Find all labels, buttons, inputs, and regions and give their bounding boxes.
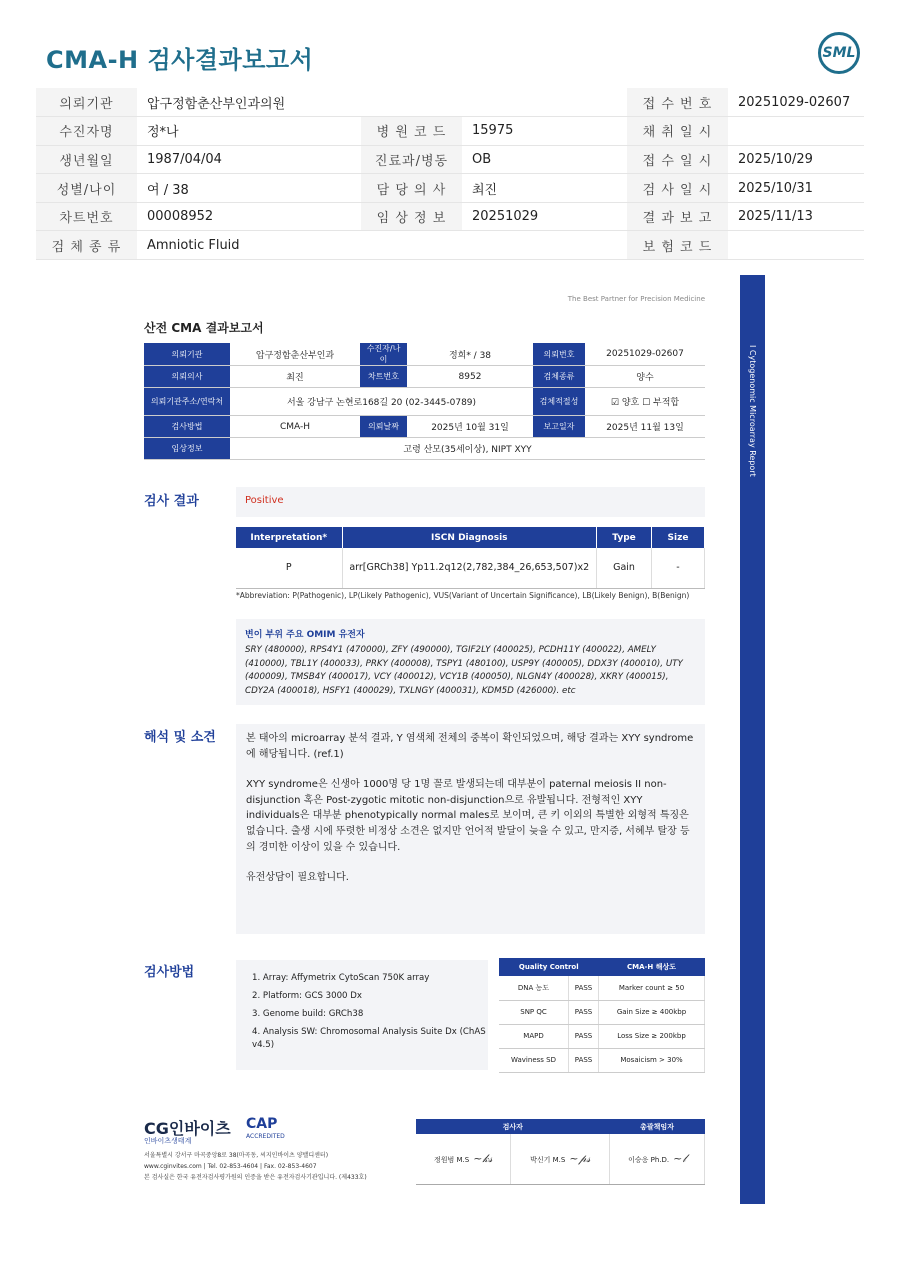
result-panel bbox=[236, 487, 705, 517]
info-value: 15975 bbox=[462, 117, 627, 146]
info-label: 접 수 번 호 bbox=[627, 88, 728, 117]
info-value: OB bbox=[462, 145, 627, 174]
qc-row bbox=[499, 1000, 705, 1024]
signature-mark: ~𝓁 bbox=[673, 1151, 686, 1165]
interpretation-cell: P bbox=[236, 548, 342, 588]
meta-value: 2025년 10월 31일 bbox=[407, 416, 533, 438]
meta-label: 의뢰기관주소/연락처 bbox=[144, 388, 230, 416]
sml-logo: SML bbox=[818, 32, 860, 74]
meta-value: 2025년 11월 13일 bbox=[585, 416, 705, 438]
cg-invites-sub: 인바이츠생태계 bbox=[144, 1137, 192, 1145]
contact-line: www.cginvites.com | Tel. 02-853-4604 | Fax. 02-853-4607 bbox=[144, 1163, 317, 1170]
meta-label: 의뢰기관 bbox=[144, 343, 230, 366]
signature-table bbox=[416, 1119, 705, 1185]
info-row bbox=[36, 174, 864, 203]
interpretation-paragraph: 유전상담이 필요합니다. bbox=[246, 872, 349, 884]
qc-cell: Mosaicism > 30% bbox=[599, 1048, 705, 1072]
method-heading: 검사방법 bbox=[144, 965, 195, 980]
interpretation-paragraph: 본 태아의 microarray 분석 결과, Y 염색체 전체의 중복이 확인되었으며, 해당 결과는 XYY syndrome에 해당됩니다. (ref.1) bbox=[246, 733, 694, 760]
signer-cell bbox=[610, 1134, 705, 1184]
info-label bbox=[361, 88, 462, 117]
qc-cell: PASS bbox=[569, 1000, 599, 1024]
qc-row bbox=[499, 976, 705, 1000]
qc-cell: SNP QC bbox=[499, 1000, 569, 1024]
footer-address bbox=[144, 1150, 414, 1183]
iscn-cell: arr[GRCh38] Yp11.2q12(2,782,384_26,653,507)x2 bbox=[342, 548, 597, 588]
qc-cell: PASS bbox=[569, 976, 599, 1000]
info-value bbox=[728, 231, 864, 260]
result-value: Positive bbox=[245, 495, 284, 506]
info-label: 결 과 보 고 bbox=[627, 202, 728, 231]
meta-label: 검체종류 bbox=[533, 366, 585, 388]
meta-label: 차트번호 bbox=[360, 366, 407, 388]
sig-header: 검사자 bbox=[416, 1119, 610, 1134]
info-label: 성별/나이 bbox=[36, 174, 137, 203]
meta-label: 보고일자 bbox=[533, 416, 585, 438]
interpretation-paragraph: XYY syndrome은 신생아 1000명 당 1명 꼴로 발생되는데 대부분이 paternal meiosis II non-disjunction 혹은 Post-zygotic mitotic non-disjunction으로 유발됩니다. 전형적인 XYY individuals은 대부분 phenotypically normal males로 보이며, 큰 키 이외의 특별한 외형적 특징은 없습니다. 출생 시에 뚜렷한 비정상 소견은 없지만 언어적 발달이 늦을 수 있고, 만지증, 서혜부 탈장 등의 경미한 이상이 있을 수 있습니다. bbox=[246, 779, 690, 853]
info-label bbox=[361, 231, 462, 260]
info-value: 압구정함춘산부인과의원 bbox=[137, 88, 361, 117]
info-row bbox=[36, 202, 864, 231]
info-row bbox=[36, 88, 864, 117]
sidebar-label: I Cytogenomic Microarray Report bbox=[748, 345, 757, 477]
meta-value: 압구정함춘산부인과 bbox=[230, 343, 360, 366]
info-value: 1987/04/04 bbox=[137, 145, 361, 174]
info-label: 담 당 의 사 bbox=[361, 174, 462, 203]
col-header: ISCN Diagnosis bbox=[342, 527, 597, 548]
meta-value: 고령 산모(35세이상), NIPT XYY bbox=[230, 438, 705, 460]
cap-accredited: ACCREDITED bbox=[246, 1133, 285, 1140]
signer-name: 정원범 M.S bbox=[434, 1155, 470, 1164]
size-cell: - bbox=[652, 548, 705, 588]
info-value: 20251029-02607 bbox=[728, 88, 864, 117]
info-value: 최진 bbox=[462, 174, 627, 203]
info-label: 검 사 일 시 bbox=[627, 174, 728, 203]
signature-mark: ~𝓀𝓈 bbox=[473, 1151, 493, 1165]
omim-genes: SRY (480000), RPS4Y1 (470000), ZFY (490000), TGIF2LY (400025), PCDH11Y (400022), AMELY (410000), TBL1Y (400033), PRKY (400008), TSPY1 (480100), USP9Y (400005), DDX3Y (400010), UTY (400009), TMSB4Y (400017), VCY (400012), VCY1B (400050), NLGN4Y (400028), XKRY (400015), CDY2A (400018), HSFY1 (400029), TXLNGY (400031), KDM5D (426000). etc bbox=[245, 645, 683, 696]
meta-value: CMA-H bbox=[230, 416, 360, 438]
info-label: 차트번호 bbox=[36, 202, 137, 231]
info-label: 검 체 종 류 bbox=[36, 231, 137, 260]
meta-value: 20251029-02607 bbox=[585, 343, 705, 366]
meta-label: 의뢰날짜 bbox=[360, 416, 407, 438]
info-value bbox=[728, 117, 864, 146]
signer-cell bbox=[511, 1134, 610, 1184]
report-meta-table bbox=[144, 343, 705, 460]
cap-logo: CAP bbox=[246, 1116, 278, 1132]
meta-label: 의뢰번호 bbox=[533, 343, 585, 366]
info-label: 보 험 코 드 bbox=[627, 231, 728, 260]
signer-cell bbox=[416, 1134, 511, 1184]
report-title: 산전 CMA 결과보고서 bbox=[144, 321, 264, 335]
qc-cell: Marker count ≥ 50 bbox=[599, 976, 705, 1000]
col-header: Size bbox=[652, 527, 705, 548]
info-label: 채 취 일 시 bbox=[627, 117, 728, 146]
meta-label: 임상정보 bbox=[144, 438, 230, 460]
info-value bbox=[462, 88, 627, 117]
signer-name: 박신기 M.S bbox=[530, 1155, 566, 1164]
meta-value: 최진 bbox=[230, 366, 360, 388]
patient-info-table bbox=[36, 88, 864, 260]
meta-label: 의뢰의사 bbox=[144, 366, 230, 388]
method-list bbox=[252, 972, 487, 1057]
meta-label: 검사방법 bbox=[144, 416, 230, 438]
info-label: 병 원 코 드 bbox=[361, 117, 462, 146]
info-value: Amniotic Fluid bbox=[137, 231, 361, 260]
method-item: 1. Array: Affymetrix CytoScan 750K array bbox=[252, 973, 430, 983]
method-item: 2. Platform: GCS 3000 Dx bbox=[252, 991, 362, 1001]
qc-cell: Gain Size ≥ 400kbp bbox=[599, 1000, 705, 1024]
interpretation-text bbox=[246, 731, 694, 901]
info-value: 2025/11/13 bbox=[728, 202, 864, 231]
qc-cell: DNA 농도 bbox=[499, 976, 569, 1000]
info-value: 00008952 bbox=[137, 202, 361, 231]
qc-table bbox=[499, 958, 705, 1073]
meta-label: 검체적절성 bbox=[533, 388, 585, 416]
meta-label: 수진자/나이 bbox=[360, 343, 407, 366]
info-value: 여 / 38 bbox=[137, 174, 361, 203]
certification-line: 본 검사실은 한국 유전자검사평가원의 인증을 받은 유전자검사기관입니다. (제433호) bbox=[144, 1174, 367, 1181]
meta-value: 8952 bbox=[407, 366, 533, 388]
qc-header: Quality Control bbox=[499, 958, 599, 976]
qc-cell: Waviness SD bbox=[499, 1048, 569, 1072]
method-item: 4. Analysis SW: Chromosomal Analysis Suite Dx (ChAS v4.5) bbox=[252, 1027, 486, 1050]
iscn-table bbox=[236, 527, 705, 589]
address-line: 서울특별시 강서구 마곡중앙8로 38(마곡동, 씨지인바이츠 양밸디센터) bbox=[144, 1152, 329, 1159]
tagline: The Best Partner for Precision Medicine bbox=[567, 295, 705, 303]
info-row bbox=[36, 117, 864, 146]
meta-value: 양수 bbox=[585, 366, 705, 388]
info-value: 20251029 bbox=[462, 202, 627, 231]
info-label: 진료과/병동 bbox=[361, 145, 462, 174]
info-row bbox=[36, 145, 864, 174]
qc-row bbox=[499, 1048, 705, 1072]
result-heading: 검사 결과 bbox=[144, 494, 199, 509]
method-item: 3. Genome build: GRCh38 bbox=[252, 1009, 364, 1019]
info-label: 접 수 일 시 bbox=[627, 145, 728, 174]
info-value: 2025/10/29 bbox=[728, 145, 864, 174]
type-cell: Gain bbox=[597, 548, 652, 588]
meta-value: 서울 강남구 논현로168길 20 (02-3445-0789) bbox=[230, 388, 533, 416]
info-label: 생년월일 bbox=[36, 145, 137, 174]
abbreviation-note: *Abbreviation: P(Pathogenic), LP(Likely Pathogenic), VUS(Variant of Uncertain Significance), LB(Likely Benign), B(Benign) bbox=[236, 591, 690, 600]
signer-name: 이승응 Ph.D. bbox=[628, 1155, 670, 1164]
qc-cell: PASS bbox=[569, 1024, 599, 1048]
meta-value: 정희* / 38 bbox=[407, 343, 533, 366]
meta-value: ☑ 양호 ☐ 부적합 bbox=[585, 388, 705, 416]
col-header: Type bbox=[597, 527, 652, 548]
sig-header: 총괄책임자 bbox=[610, 1119, 705, 1134]
info-value: 정*나 bbox=[137, 117, 361, 146]
info-value: 2025/10/31 bbox=[728, 174, 864, 203]
info-value bbox=[462, 231, 627, 260]
cg-invites-logo: CG인바이츠 bbox=[144, 1119, 231, 1138]
qc-cell: Loss Size ≥ 200kbp bbox=[599, 1024, 705, 1048]
info-row bbox=[36, 231, 864, 260]
qc-cell: MAPD bbox=[499, 1024, 569, 1048]
interpretation-heading: 해석 및 소견 bbox=[144, 730, 216, 745]
qc-header: CMA-H 해상도 bbox=[599, 958, 705, 976]
signature-mark: ~𝓅𝓈 bbox=[569, 1151, 591, 1165]
page-title: CMA-H 검사결과보고서 bbox=[46, 46, 314, 74]
omim-title: 변이 부위 주요 OMIM 유전자 bbox=[245, 630, 365, 640]
info-label: 수진자명 bbox=[36, 117, 137, 146]
col-header: Interpretation* bbox=[236, 527, 342, 548]
info-label: 임 상 정 보 bbox=[361, 202, 462, 231]
info-label: 의뢰기관 bbox=[36, 88, 137, 117]
qc-row bbox=[499, 1024, 705, 1048]
qc-cell: PASS bbox=[569, 1048, 599, 1072]
